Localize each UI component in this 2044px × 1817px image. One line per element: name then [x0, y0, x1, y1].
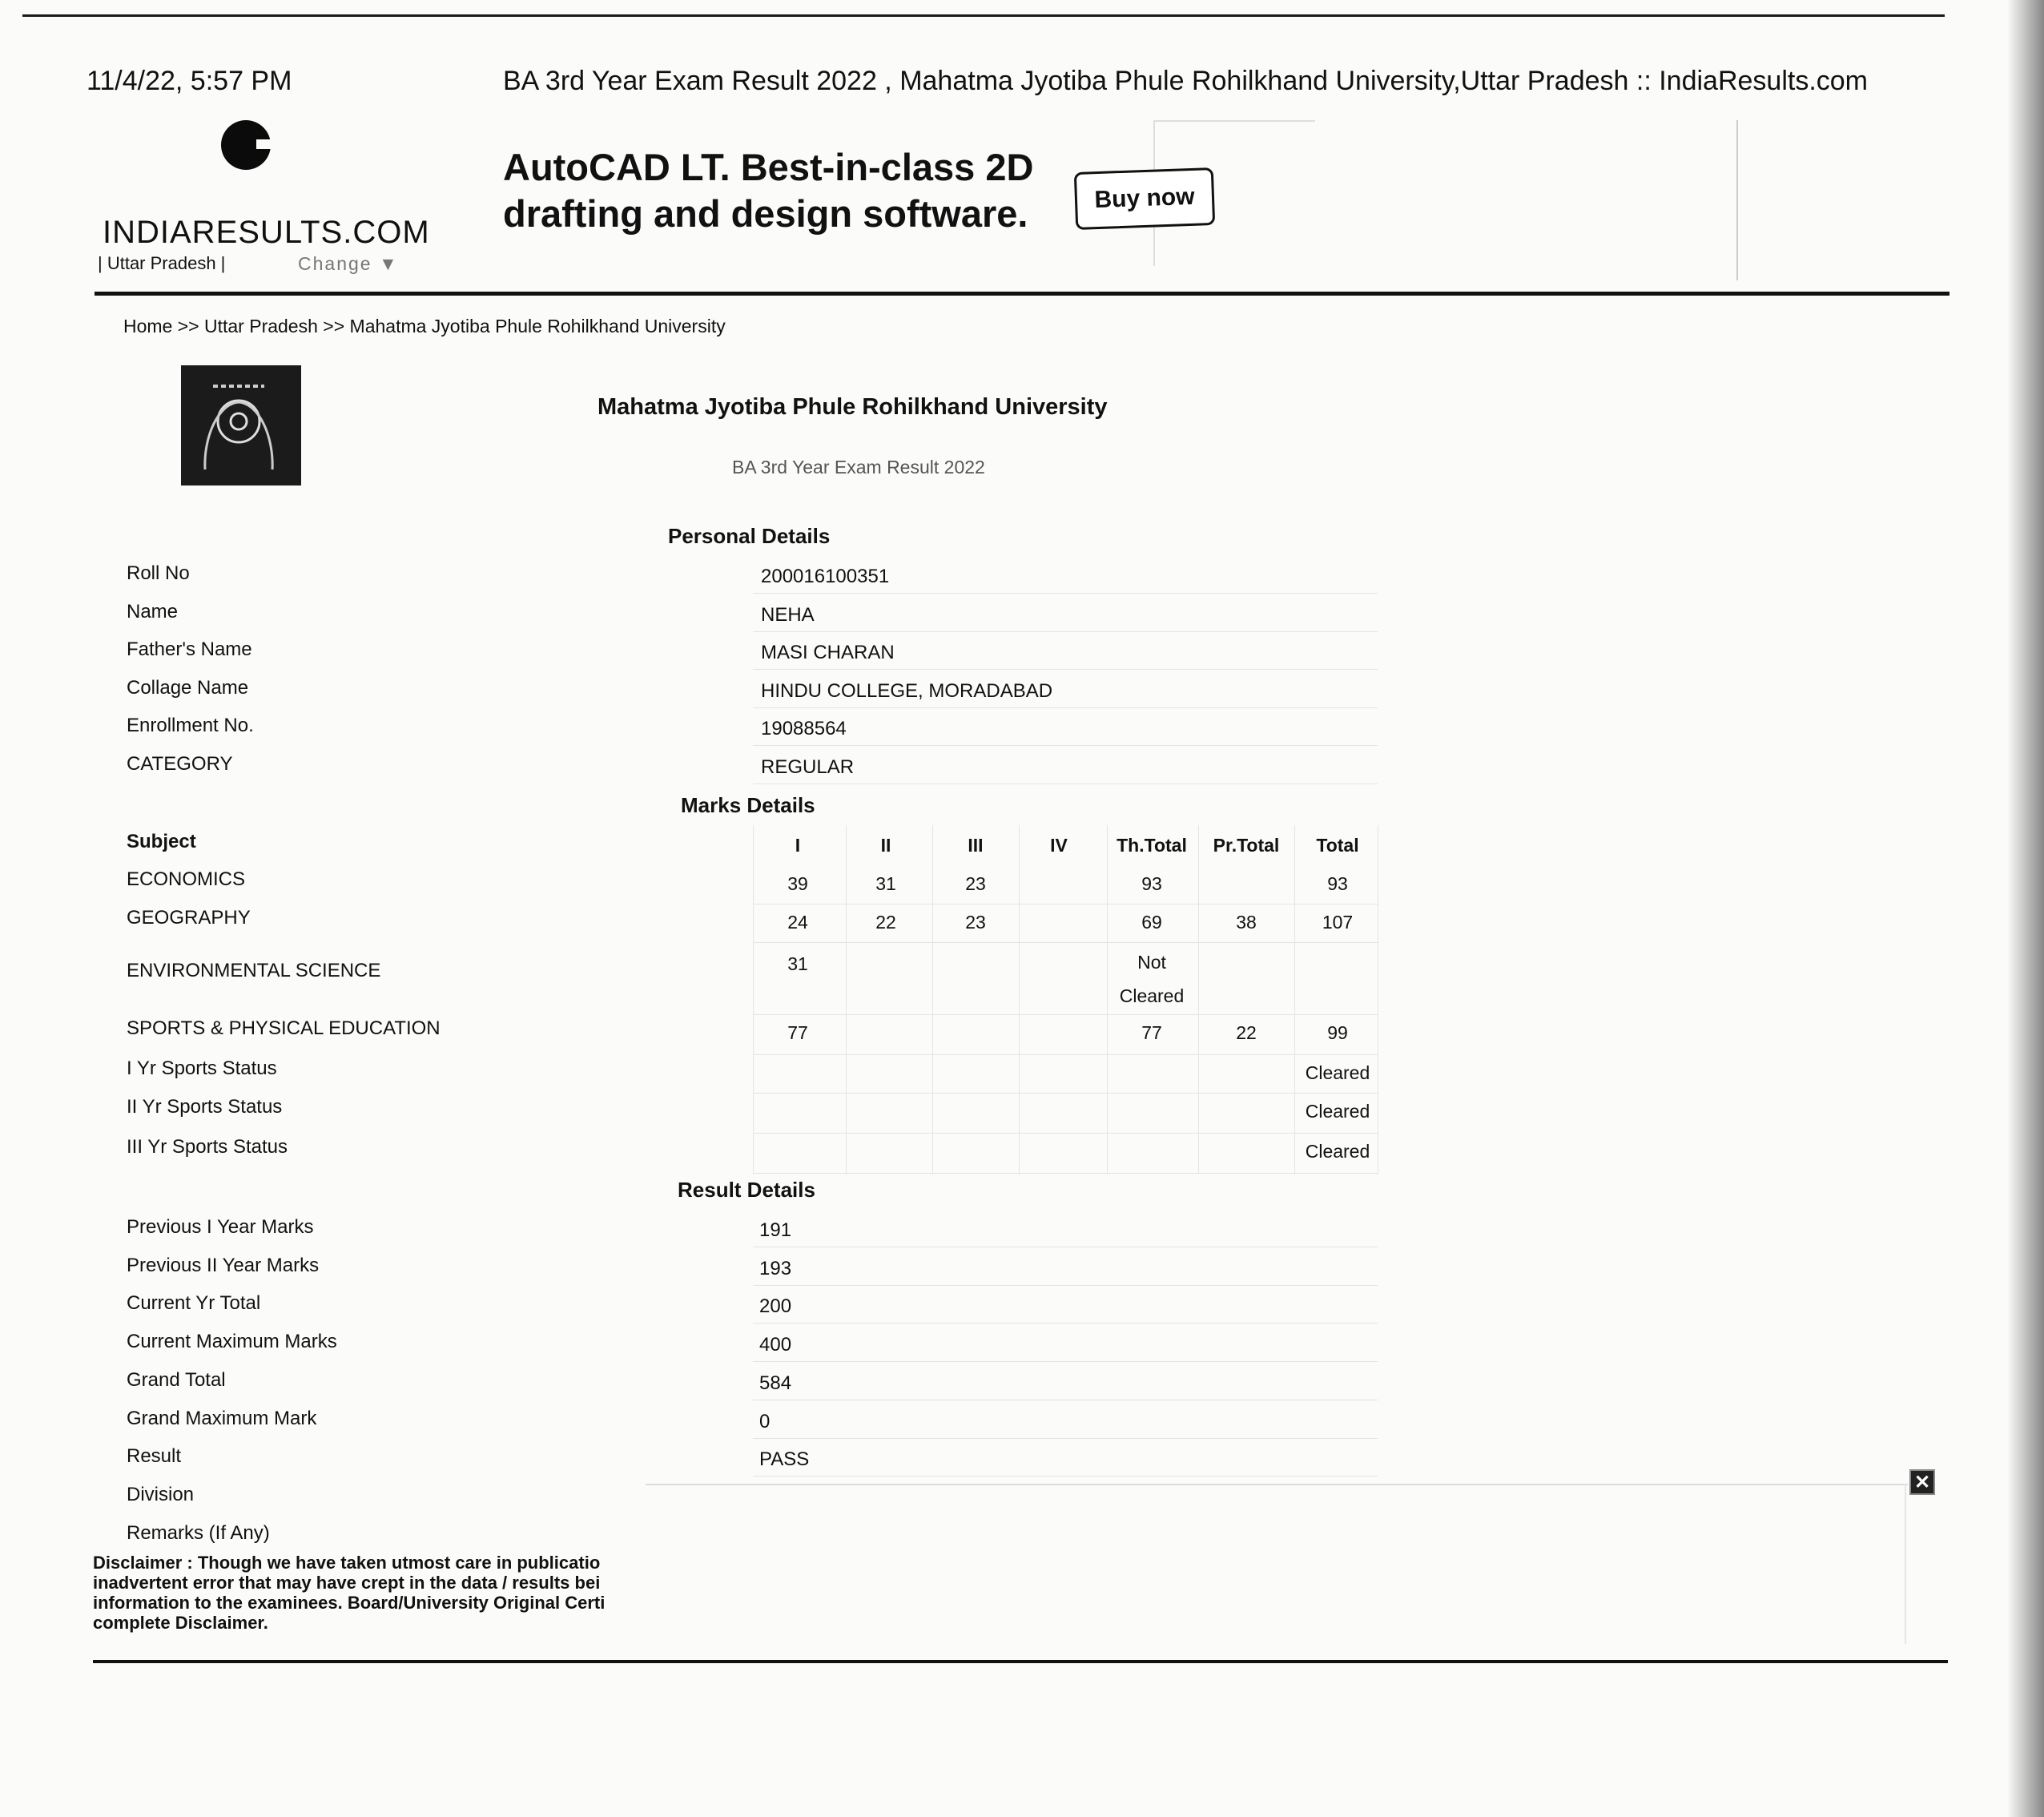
marks-subject: ENVIRONMENTAL SCIENCE — [127, 960, 381, 981]
marks-subject: III Yr Sports Status — [127, 1136, 288, 1158]
column-divider — [1019, 825, 1020, 1174]
result-value: 0 — [759, 1410, 771, 1432]
personal-value: NEHA — [761, 603, 815, 626]
row-divider — [753, 1054, 1378, 1055]
change-region-link[interactable]: Change ▼ — [298, 253, 399, 274]
result-label: Grand Maximum Mark — [127, 1407, 317, 1429]
footer-rule — [93, 1660, 1948, 1663]
exam-name: BA 3rd Year Exam Result 2022 — [732, 457, 985, 477]
personal-label: Enrollment No. — [127, 715, 254, 736]
marks-cell: 77 — [1141, 1022, 1162, 1043]
marks-column-header: Th.Total — [1117, 835, 1187, 856]
marks-subject: ECONOMICS — [127, 868, 246, 890]
disclaimer-line: inadvertent error that may have crept in the data / results bei — [93, 1573, 601, 1593]
personal-value: 200016100351 — [761, 566, 890, 587]
result-value: 200 — [759, 1295, 792, 1318]
personal-label: CATEGORY — [127, 752, 233, 775]
scan-edge-shadow — [2007, 0, 2044, 1817]
university-logo — [181, 365, 301, 485]
row-divider — [753, 942, 1378, 943]
marks-details-heading: Marks Details — [681, 793, 815, 817]
marks-cell: 69 — [1141, 912, 1162, 933]
marks-column-header: Total — [1316, 835, 1359, 856]
ad-divider — [1736, 120, 1738, 280]
ad-banner[interactable] — [503, 144, 1033, 237]
column-divider — [1198, 825, 1199, 1174]
marks-cell: 93 — [1141, 873, 1162, 894]
overlay-top-border — [646, 1484, 1908, 1485]
column-divider — [932, 825, 933, 1174]
personal-label: Roll No — [127, 562, 190, 584]
result-value: 584 — [759, 1372, 792, 1394]
overlay-side-border — [1905, 1484, 1906, 1644]
marks-cell: 77 — [787, 1022, 808, 1043]
marks-cell: 23 — [965, 912, 986, 933]
marks-subject: II Yr Sports Status — [127, 1096, 283, 1118]
column-divider — [753, 825, 754, 1174]
marks-cell: 38 — [1236, 912, 1257, 933]
personal-label: Name — [127, 600, 179, 622]
row-divider — [753, 593, 1378, 594]
row-divider — [753, 1285, 1378, 1286]
header-rule — [95, 292, 1949, 296]
marks-column-header: I — [795, 835, 801, 856]
marks-subject: SPORTS & PHYSICAL EDUCATION — [127, 1017, 441, 1039]
marks-cell: 24 — [787, 912, 808, 933]
result-value: PASS — [759, 1448, 810, 1471]
subject-column-header: Subject — [127, 831, 196, 852]
marks-cell: Cleared — [1305, 1101, 1370, 1122]
result-value: 193 — [759, 1257, 792, 1279]
column-divider — [1294, 825, 1295, 1174]
marks-cell: Not Cleared — [1119, 952, 1185, 1006]
result-label: Remarks (If Any) — [127, 1521, 270, 1544]
marks-cell: 93 — [1327, 873, 1348, 894]
personal-value: HINDU COLLEGE, MORADABAD — [761, 679, 1053, 702]
marks-cell: 31 — [875, 873, 896, 894]
print-timestamp: 11/4/22, 5:57 PM — [87, 66, 292, 96]
ad-line-2: drafting and design software. — [503, 192, 1028, 235]
personal-value: MASI CHARAN — [761, 642, 895, 663]
marks-column-header: IV — [1050, 835, 1068, 856]
row-divider — [753, 1093, 1378, 1094]
row-divider — [753, 707, 1378, 708]
print-page-title: BA 3rd Year Exam Result 2022 , Mahatma Jyotiba Phule Rohilkhand University,Uttar Pradesh :: IndiaResults.com — [503, 66, 1869, 96]
row-divider — [753, 1014, 1378, 1015]
site-logo-icon[interactable] — [221, 120, 271, 170]
personal-details-heading: Personal Details — [668, 524, 831, 548]
marks-cell: 23 — [965, 873, 986, 894]
result-value: 191 — [759, 1219, 792, 1241]
row-divider — [753, 631, 1378, 632]
university-name: Mahatma Jyotiba Phule Rohilkhand University — [598, 394, 1108, 420]
result-value: 400 — [759, 1334, 792, 1356]
result-label: Previous I Year Marks — [127, 1216, 314, 1238]
result-label: Previous II Year Marks — [127, 1254, 320, 1276]
personal-label: Father's Name — [127, 639, 252, 660]
marks-subject: I Yr Sports Status — [127, 1058, 277, 1079]
row-divider — [753, 745, 1378, 746]
marks-column-header: III — [968, 835, 984, 856]
marks-subject: GEOGRAPHY — [127, 907, 251, 929]
result-label: Grand Total — [127, 1368, 226, 1391]
row-divider — [753, 1476, 1378, 1477]
breadcrumb[interactable]: Home >> Uttar Pradesh >> Mahatma Jyotiba Phule Rohilkhand University — [123, 316, 726, 336]
region-label: | Uttar Pradesh | — [98, 253, 226, 273]
personal-value: 19088564 — [761, 718, 847, 739]
marks-column-header: Pr.Total — [1213, 835, 1280, 856]
row-divider — [753, 1133, 1378, 1134]
result-label: Current Yr Total — [127, 1292, 261, 1315]
marks-cell: 99 — [1327, 1022, 1348, 1043]
result-label: Result — [127, 1445, 182, 1468]
result-label: Current Maximum Marks — [127, 1331, 337, 1353]
marks-cell: Cleared — [1305, 1062, 1370, 1083]
disclaimer-line: information to the examinees. Board/University Original Certi — [93, 1593, 606, 1613]
personal-value: REGULAR — [761, 755, 855, 778]
row-divider — [753, 1438, 1378, 1439]
ad-buy-now-button[interactable]: Buy now — [1074, 167, 1215, 230]
marks-column-header: II — [880, 835, 891, 856]
disclaimer — [93, 1553, 649, 1633]
ad-line-1: AutoCAD LT. Best-in-class 2D — [503, 146, 1034, 188]
disclaimer-line: Disclaimer : Though we have taken utmost care in publicatio — [93, 1553, 601, 1573]
result-details-heading: Result Details — [678, 1178, 815, 1202]
marks-cell: Cleared — [1305, 1141, 1370, 1162]
marks-cell: 107 — [1322, 912, 1354, 933]
site-logo-text[interactable]: INDIARESULTS.COM — [103, 215, 430, 250]
top-rule — [22, 14, 1945, 17]
column-divider — [1107, 825, 1108, 1174]
row-divider — [753, 1173, 1378, 1174]
marks-cell: 22 — [875, 912, 896, 933]
marks-cell: 22 — [1236, 1022, 1257, 1043]
disclaimer-line: complete Disclaimer. — [93, 1613, 268, 1633]
row-divider — [753, 669, 1378, 670]
personal-label: Collage Name — [127, 676, 249, 699]
marks-cell: 39 — [787, 873, 808, 894]
result-label: Division — [127, 1483, 195, 1505]
close-icon[interactable]: ✕ — [1909, 1469, 1935, 1495]
marks-cell: 31 — [787, 953, 808, 974]
row-divider — [753, 1361, 1378, 1362]
column-divider — [846, 825, 847, 1174]
